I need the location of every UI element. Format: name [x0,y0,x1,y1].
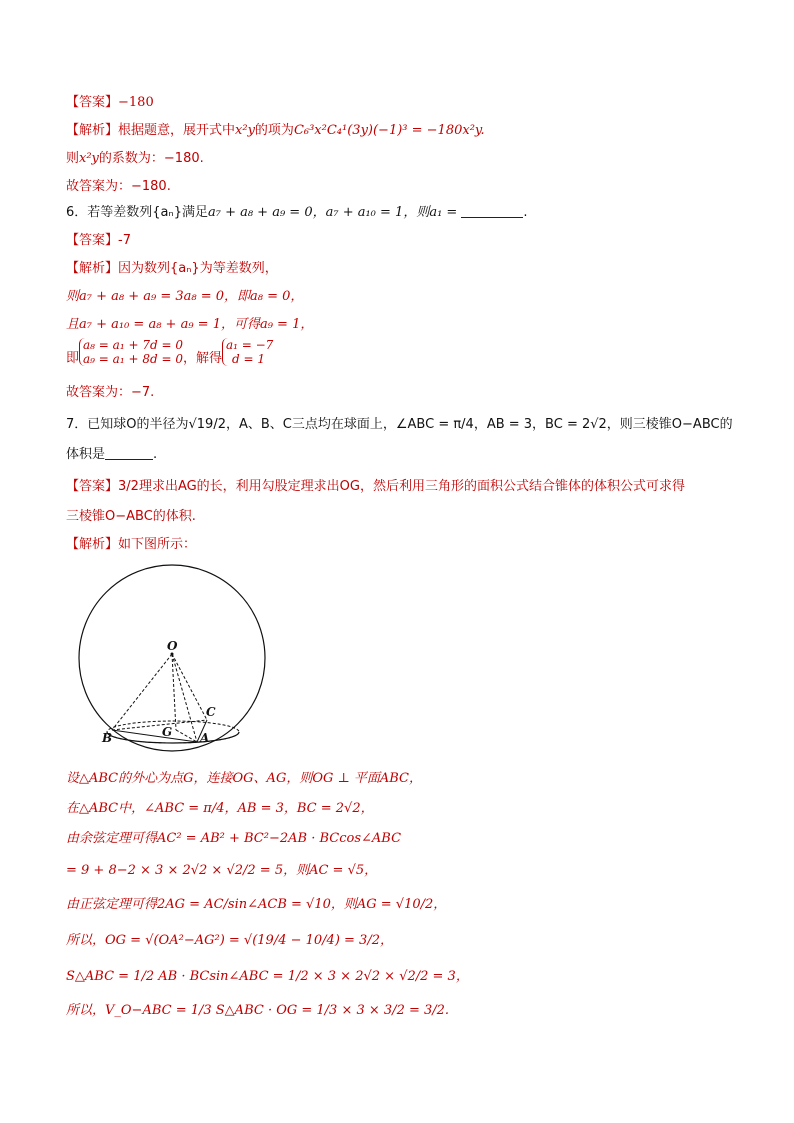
q6-step-1: 则a₇ + a₈ + a₉ = 3a₈ = 0，即a₈ = 0， [66,289,304,304]
analysis-tag: 【解析】 [66,537,119,552]
label-g: G [162,725,173,739]
label-a: A [200,731,210,745]
q6-question-end: . [523,205,528,220]
q7-step-3: 由余弦定理可得AC² = AB² + BC²−2AB · BCcos∠ABC [66,831,402,846]
answer-tag: 【答案】 [66,479,119,494]
edge-oc [172,654,207,720]
q5-answer-line [66,94,154,112]
q7-step-4: = 9 + 8−2 × 3 × 2√2 × √2/2 = 5，则AC = √5， [66,863,378,878]
q7-question-text: 体积是 [66,447,106,462]
solution-2: d = 1 [231,352,265,366]
q6-question [66,204,527,222]
sphere-outline [79,565,265,751]
q7-analysis-line [66,536,196,554]
q7-answer-line-1 [66,478,685,496]
coef-math: x²y [79,151,99,166]
step3-pre: 即 [66,350,80,366]
q7-step-2: 在△ABC中，∠ABC = π/4，AB = 3，BC = 2√2， [66,801,374,816]
q7-step-7: S△ABC = 1/2 AB · BCsin∠ABC = 1/2 × 3 × 2√2 × √2/2 = 3， [66,969,469,984]
analysis-math-2: C₆³x²C₄¹(3y)(−1)³ = −180x²y. [293,123,485,138]
answer-tag: 【答案】 [66,233,119,248]
solution-1: a₁ = −7 [225,338,274,352]
label-c: C [206,705,216,719]
edge-ba [112,730,197,742]
q6-question-math: a₇ + a₈ + a₉ = 0，a₇ + a₁₀ = 1，则a₁ = [207,205,458,220]
answer-blank [105,447,153,460]
label-o: O [167,639,178,653]
q6-analysis-line [66,260,278,278]
analysis-tag: 【解析】 [66,261,119,276]
coef-text-2: 的系数为：−180. [98,151,204,166]
answer-value: -7 [118,233,131,248]
system-eq-1: a₈ = a₁ + 7d = 0 [83,338,183,352]
answer-blank [461,205,523,218]
q7-question-line-2 [66,446,157,464]
system-of-equations [79,338,183,366]
analysis-math: x²y [235,123,255,138]
edge-ob [112,654,172,730]
label-b: B [102,731,113,745]
coef-text: 则 [66,151,80,166]
analysis-text: 因为数列{aₙ}为等差数列， [118,261,278,276]
answer-text: 3/2理求出AG的长，利用勾股定理求出OG，然后利用三角形的面积公式结合锥体的体积公式可求得 [118,479,685,494]
q7-step-6: 所以，OG = √(OA²−AG²) = √(19/4 − 10/4) = 3/2， [66,933,393,948]
q6-step-2: 且a₇ + a₁₀ = a₈ + a₉ = 1，可得a₉ = 1， [66,317,314,332]
q6-question-text: 6．若等差数列{aₙ}满足 [66,205,208,220]
analysis-tag: 【解析】 [66,123,119,138]
q7-step-1: 设△ABC的外心为点G，连接OG、AG，则OG ⊥ 平面ABC， [66,771,422,786]
q7-question-end: . [153,447,158,462]
answer-tag: 【答案】 [66,95,119,110]
q6-final-line: 故答案为：−7. [66,385,155,400]
analysis-intro: 如下图所示： [118,537,197,552]
step3-mid: ，解得 [182,350,222,366]
edge-oa [172,654,197,742]
system-eq-2: a₉ = a₁ + 8d = 0 [83,352,183,366]
q7-step-8: 所以，V_O−ABC = 1/3 S△ABC · OG = 1/3 × 3 × 3/2 = 3/2. [66,1003,450,1018]
analysis-text-2: 的项为 [254,123,294,138]
q6-step-3 [66,338,273,366]
analysis-text: 根据题意，展开式中 [118,123,236,138]
q7-step-5: 由正弦定理可得2AG = AC/sin∠ACB = √10，则AG = √10/2， [66,897,447,912]
answer-value: −180 [118,95,154,110]
sphere-figure [76,564,276,764]
q5-coef-line [66,150,204,168]
solution-system [222,338,273,366]
q5-final-line: 故答案为：−180. [66,179,171,194]
q5-analysis-line [66,122,485,140]
q7-question-line-1: 7．已知球O的半径为√19/2，A、B、C三点均在球面上，∠ABC = π/4，AB = 3，BC = 2√2，则三棱锥O−ABC的 [66,417,733,432]
q7-answer-line-2: 三棱锥O−ABC的体积. [66,509,196,524]
q6-answer-line [66,232,131,250]
